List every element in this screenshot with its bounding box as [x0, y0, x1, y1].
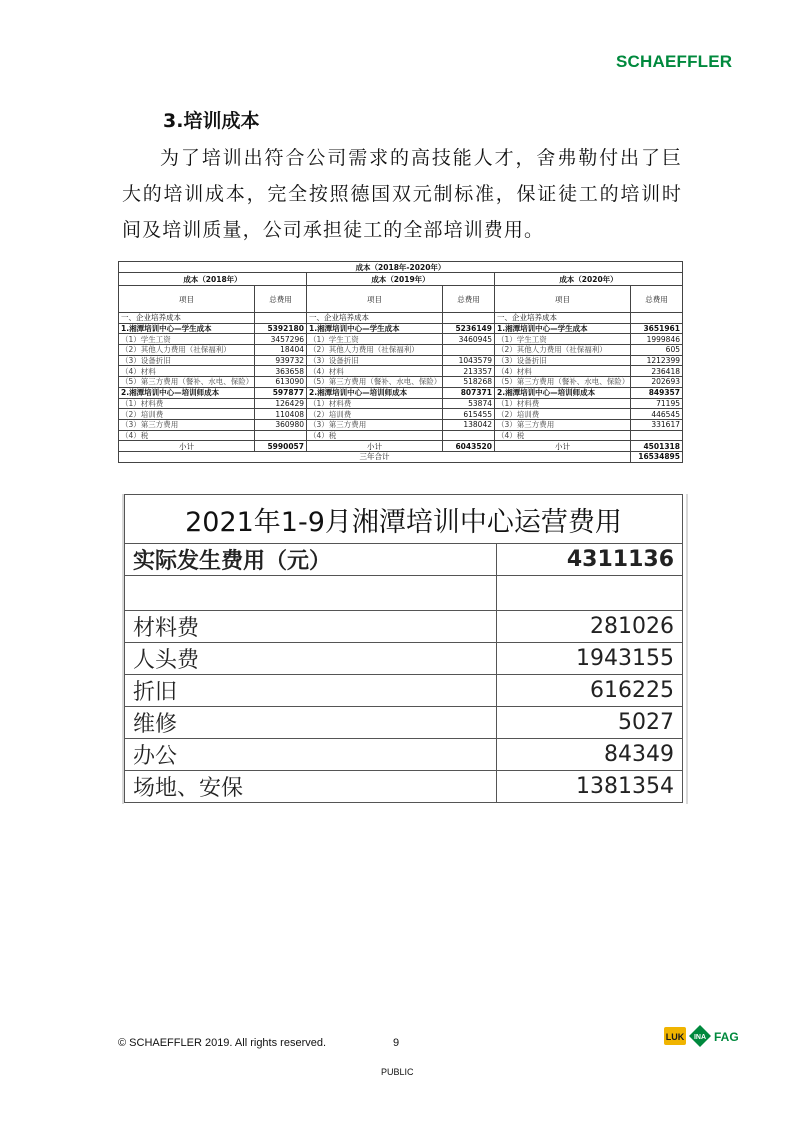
- cost-table-row: [119, 419, 683, 430]
- cost-total-cell: [255, 313, 307, 324]
- operating-cost-label: 材料费: [125, 611, 497, 643]
- cost-total-cell: 3460945: [443, 334, 495, 345]
- classification-label: PUBLIC: [381, 1067, 414, 1077]
- operating-cost-value: 616225: [497, 675, 683, 707]
- cost-table-row: [119, 398, 683, 409]
- cost-total-cell: 331617: [631, 419, 683, 430]
- year-header-2019: 成本（2019年）: [307, 273, 495, 286]
- cost-item-cell: （5）第三方费用（餐补、水电、保险）: [307, 377, 443, 388]
- cost-table-row: [119, 345, 683, 356]
- operating-cost-panel: [122, 494, 688, 804]
- cost-item-cell: （2）培训费: [495, 409, 631, 420]
- cost-total-cell: 605: [631, 345, 683, 356]
- ina-logo-text: INA: [693, 1034, 707, 1041]
- luk-logo-text: LUK: [665, 1032, 685, 1042]
- cost-item-cell: （1）材料费: [119, 398, 255, 409]
- operating-cost-label: 办公: [125, 739, 497, 771]
- schaeffler-logo: SCHAEFFLER: [616, 52, 733, 71]
- actual-cost-label: 实际发生费用（元）: [125, 544, 497, 576]
- cost-item-cell: （2）培训费: [119, 409, 255, 420]
- cost-total-cell: 1999846: [631, 334, 683, 345]
- blank-cell: [125, 576, 497, 611]
- cost-item-cell: （3）设备折旧: [307, 355, 443, 366]
- cost-item-cell: （2）其他人力费用（社保福利）: [119, 345, 255, 356]
- cost-item-cell: （3）设备折旧: [119, 355, 255, 366]
- cost-total-cell: 53874: [443, 398, 495, 409]
- operating-cost-title: 2021年1-9月湘潭培训中心运营费用: [125, 495, 683, 544]
- grand-total-value: 16534895: [631, 451, 683, 462]
- cost-item-cell: （3）第三方费用: [495, 419, 631, 430]
- cost-item-cell: （5）第三方费用（餐补、水电、保险）: [495, 377, 631, 388]
- cost-item-cell: 一、企业培养成本: [307, 313, 443, 324]
- cost-table-row: [119, 366, 683, 377]
- cost-table-row: [119, 409, 683, 420]
- cost-item-cell: （4）材料: [307, 366, 443, 377]
- column-header-total: 总费用: [443, 286, 495, 313]
- cost-item-cell: 2.湘潭培训中心—培训师成本: [495, 387, 631, 398]
- cost-total-cell: 213357: [443, 366, 495, 377]
- subtotal-label: 小计: [495, 441, 631, 452]
- cost-item-cell: 一、企业培养成本: [495, 313, 631, 324]
- operating-cost-label: 人头费: [125, 643, 497, 675]
- section-heading: 3.培训成本: [163, 110, 260, 132]
- cost-total-cell: 202693: [631, 377, 683, 388]
- blank-cell: [497, 576, 683, 611]
- cost-total-cell: 3457296: [255, 334, 307, 345]
- cost-total-cell: 18404: [255, 345, 307, 356]
- operating-cost-label: 折旧: [125, 675, 497, 707]
- cost-total-cell: 236418: [631, 366, 683, 377]
- subtotal-label: 小计: [119, 441, 255, 452]
- cost-total-cell: [631, 430, 683, 441]
- cost-item-cell: 1.湘潭培训中心—学生成本: [119, 323, 255, 334]
- operating-cost-value: 1381354: [497, 771, 683, 803]
- cost-item-cell: （1）材料费: [307, 398, 443, 409]
- cost-item-cell: （1）材料费: [495, 398, 631, 409]
- cost-total-cell: 5236149: [443, 323, 495, 334]
- cost-total-cell: 597877: [255, 387, 307, 398]
- operating-cost-value: 281026: [497, 611, 683, 643]
- footer-copyright: © SCHAEFFLER 2019. All rights reserved.: [118, 1037, 327, 1049]
- subtotal-value: 5990057: [255, 441, 307, 452]
- fag-logo: FAG: [714, 1030, 739, 1044]
- cost-total-cell: [631, 313, 683, 324]
- cost-table-row: [119, 377, 683, 388]
- cost-total-cell: 1043579: [443, 355, 495, 366]
- cost-item-cell: （4）材料: [495, 366, 631, 377]
- subtotal-value: 6043520: [443, 441, 495, 452]
- cost-item-cell: 1.湘潭培训中心—学生成本: [307, 323, 443, 334]
- cost-item-cell: （1）学生工资: [495, 334, 631, 345]
- operating-cost-row: [125, 611, 683, 643]
- cost-item-cell: （3）第三方费用: [307, 419, 443, 430]
- cost-total-cell: [443, 430, 495, 441]
- cost-table-row: [119, 355, 683, 366]
- cost-total-cell: 613090: [255, 377, 307, 388]
- cost-total-cell: 446545: [631, 409, 683, 420]
- cost-total-cell: 71195: [631, 398, 683, 409]
- cost-total-cell: [255, 430, 307, 441]
- cost-table-row: [119, 313, 683, 324]
- operating-cost-row: [125, 739, 683, 771]
- operating-cost-row: [125, 707, 683, 739]
- cost-table-row: [119, 387, 683, 398]
- cost-item-cell: 一、企业培养成本: [119, 313, 255, 324]
- year-header-2018: 成本（2018年）: [119, 273, 307, 286]
- cost-item-cell: （2）培训费: [307, 409, 443, 420]
- page-number: 9: [393, 1037, 400, 1049]
- cost-item-cell: （4）税: [307, 430, 443, 441]
- operating-cost-label: 维修: [125, 707, 497, 739]
- column-header-total: 总费用: [631, 286, 683, 313]
- grand-total-row: [119, 451, 683, 462]
- cost-total-cell: 3651961: [631, 323, 683, 334]
- cost-item-cell: （3）第三方费用: [119, 419, 255, 430]
- cost-item-cell: （4）税: [495, 430, 631, 441]
- cost-total-cell: 5392180: [255, 323, 307, 334]
- cost-item-cell: （4）材料: [119, 366, 255, 377]
- cost-total-cell: 363658: [255, 366, 307, 377]
- operating-cost-row: [125, 643, 683, 675]
- operating-cost-label: 场地、安保: [125, 771, 497, 803]
- cost-table-row: [119, 323, 683, 334]
- operating-cost-value: 1943155: [497, 643, 683, 675]
- cost-item-cell: 1.湘潭培训中心—学生成本: [495, 323, 631, 334]
- cost-total-cell: [443, 313, 495, 324]
- year-header-2020: 成本（2020年）: [495, 273, 683, 286]
- cost-table-row: [119, 334, 683, 345]
- operating-cost-table: [124, 494, 683, 803]
- cost-total-cell: 126429: [255, 398, 307, 409]
- cost-item-cell: （3）设备折旧: [495, 355, 631, 366]
- column-header-item: 项目: [495, 286, 631, 313]
- cost-total-cell: 138042: [443, 419, 495, 430]
- cost-total-cell: 939732: [255, 355, 307, 366]
- cost-total-cell: 615455: [443, 409, 495, 420]
- cost-total-cell: 807371: [443, 387, 495, 398]
- subtotal-row: [119, 441, 683, 452]
- column-header-item: 项目: [307, 286, 443, 313]
- cost-item-cell: （4）税: [119, 430, 255, 441]
- training-cost-table: [118, 261, 683, 463]
- cost-total-cell: 1212399: [631, 355, 683, 366]
- cost-item-cell: （2）其他人力费用（社保福利）: [307, 345, 443, 356]
- operating-cost-row: [125, 771, 683, 803]
- cost-item-cell: 2.湘潭培训中心—培训师成本: [307, 387, 443, 398]
- column-header-item: 项目: [119, 286, 255, 313]
- operating-cost-row: [125, 675, 683, 707]
- actual-cost-value: 4311136: [497, 544, 683, 576]
- cost-table-title: 成本（2018年-2020年）: [119, 262, 683, 273]
- grand-total-label: 三年合计: [119, 451, 631, 462]
- cost-item-cell: （1）学生工资: [307, 334, 443, 345]
- cost-total-cell: 849357: [631, 387, 683, 398]
- operating-cost-value: 5027: [497, 707, 683, 739]
- cost-total-cell: 110408: [255, 409, 307, 420]
- cost-table-row: [119, 430, 683, 441]
- brand-logos: [664, 1024, 748, 1048]
- subtotal-label: 小计: [307, 441, 443, 452]
- section-paragraph: 为了培训出符合公司需求的高技能人才，舍弗勒付出了巨大的培训成本，完全按照德国双元制标准，保证徒工的培训时间及培训质量，公司承担徒工的全部培训费用。: [122, 147, 682, 241]
- cost-total-cell: 518268: [443, 377, 495, 388]
- cost-item-cell: （2）其他人力费用（社保福利）: [495, 345, 631, 356]
- cost-total-cell: [443, 345, 495, 356]
- cost-item-cell: （1）学生工资: [119, 334, 255, 345]
- cost-total-cell: 360980: [255, 419, 307, 430]
- cost-item-cell: （5）第三方费用（餐补、水电、保险）: [119, 377, 255, 388]
- operating-cost-value: 84349: [497, 739, 683, 771]
- column-header-total: 总费用: [255, 286, 307, 313]
- subtotal-value: 4501318: [631, 441, 683, 452]
- cost-item-cell: 2.湘潭培训中心—培训师成本: [119, 387, 255, 398]
